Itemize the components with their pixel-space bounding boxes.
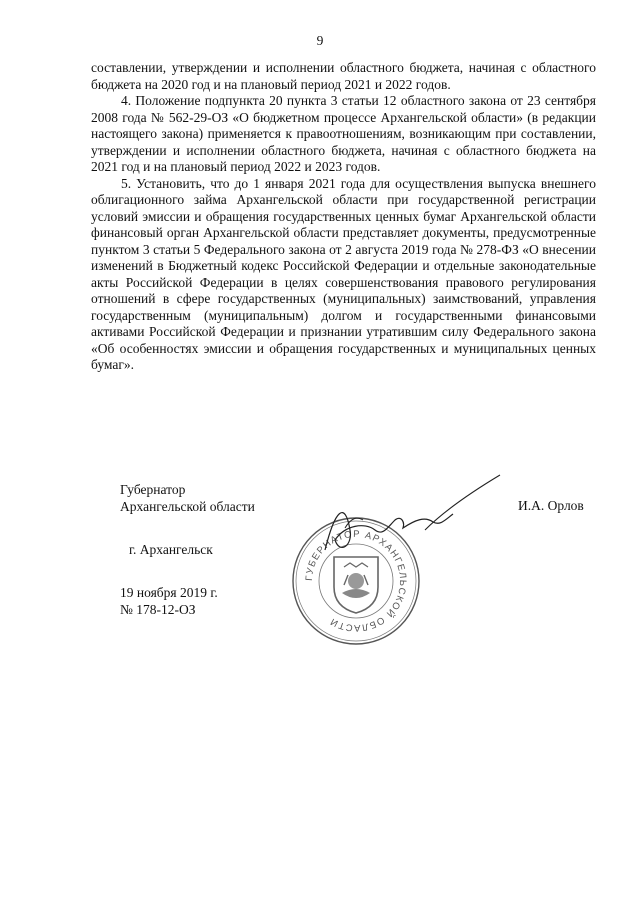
signatory-title-line2: Архангельской области	[120, 499, 255, 514]
paragraph-4: 4. Положение подпункта 20 пункта 3 статьи 12 областного закона от 23 сентября 2008 года № 562-29-ОЗ «О бюджетном процессе Архангельской области» (в редакции настоящего закона) применяется к правоотношениям, возникающим при составлении, утверждении и исполнении областного бюджета, начиная с областного бюджета на 2021 год и на плановый период 2022 и 2023 годов.	[91, 93, 596, 174]
paragraph-5: 5. Установить, что до 1 января 2021 года для осуществления выпуска внешнего облигационного займа Архангельской области при государственной регистрации условий эмиссии и обращения государственных ценных бумаг Архангельской области финансовый орган Архангельской области представляет документы, предусмотренные пунктом 3 статьи 5 Федерального закона от 2 августа 2019 года № 278-ФЗ «О внесении изменений в Бюджетный кодекс Российской Федерации и отдельные законодательные акты Российской Федерации в целях совершенствования правового регулирования отношений в сфере государственных (муниципальных) заимствований, управления государственным (муниципальным) долгом и государственными финансовыми активами Российской Федерации и признании утратившим силу Федерального закона «Об особенностях эмиссии и обращения государственных и муниципальных ценных бумаг».	[91, 175, 596, 372]
handwritten-signature	[305, 470, 510, 570]
date-block	[120, 584, 218, 618]
document-body	[91, 60, 596, 374]
signatory-name: И.А. Орлов	[518, 498, 584, 513]
paragraph-continuation: составлении, утверждении и исполнении областного бюджета, начиная с областного бюджета на 2020 год и на плановый период 2021 и 2022 годов.	[91, 60, 596, 92]
page-number: 9	[316, 33, 324, 48]
city: г. Архангельск	[129, 542, 213, 557]
signing-date: 19 ноября 2019 г.	[120, 585, 218, 600]
signatory-title-line1: Губернатор	[120, 482, 186, 497]
signatory-title	[120, 481, 255, 515]
seal-text: ГУБЕРНАТОР АРХАНГЕЛЬСКОЙ ОБЛАСТИ	[303, 528, 409, 634]
law-number: № 178-12-ОЗ	[120, 602, 196, 617]
